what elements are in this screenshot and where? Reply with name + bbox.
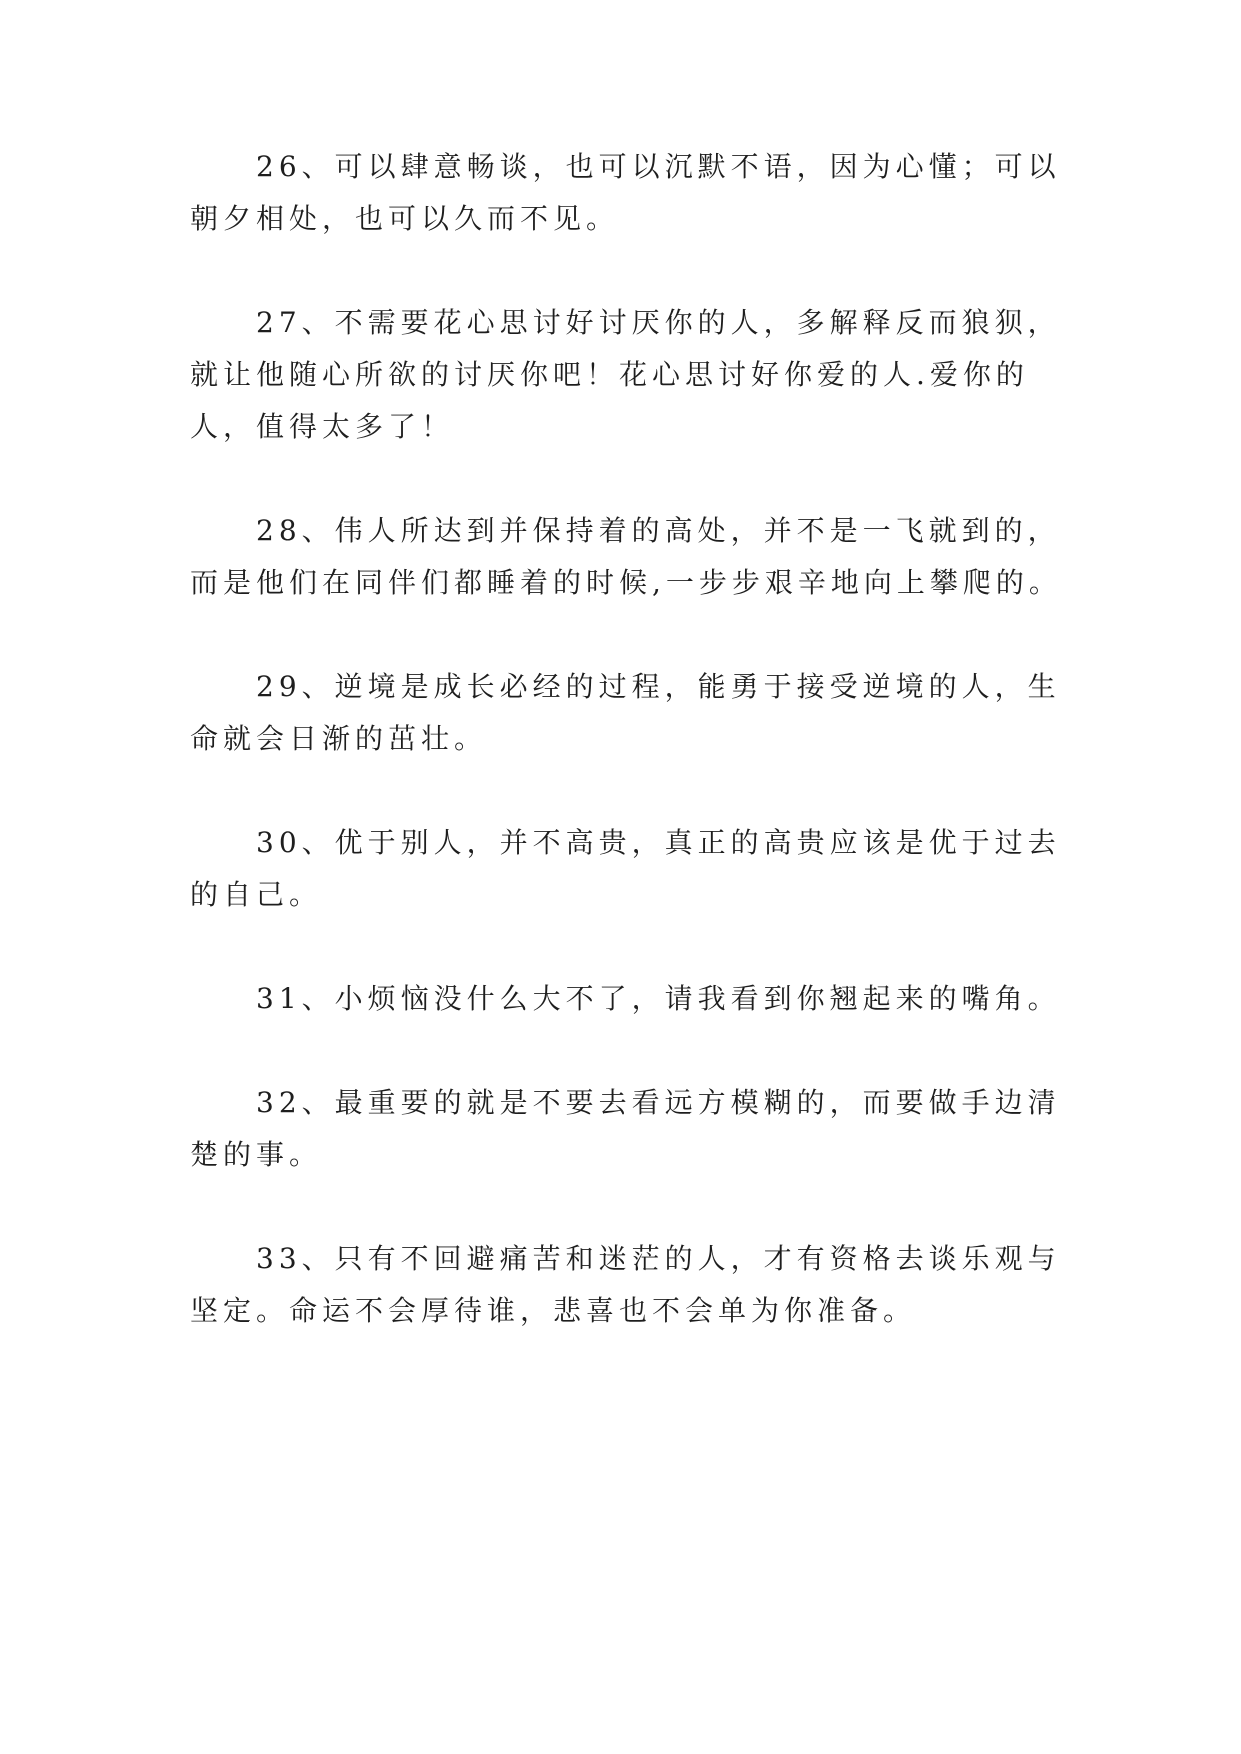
paragraph-26 <box>190 141 1090 245</box>
paragraph-line: 的自己。 <box>190 878 323 911</box>
paragraph-line: 30、优于别人，并不高贵，真正的高贵应该是优于过去 <box>256 826 1061 859</box>
paragraph-line: 人，值得太多了！ <box>190 410 455 443</box>
paragraph-31 <box>190 973 1090 1025</box>
paragraph-line: 楚的事。 <box>190 1138 323 1171</box>
paragraph-28 <box>190 505 1090 609</box>
paragraph-line: 就让他随心所欲的讨厌你吧！花心思讨好你爱的人.爱你的 <box>190 358 1029 391</box>
paragraph-line: 29、逆境是成长必经的过程，能勇于接受逆境的人，生 <box>256 670 1061 703</box>
paragraph-line: 而是他们在同伴们都睡着的时候,一步步艰辛地向上攀爬的。 <box>190 566 1062 599</box>
paragraph-27 <box>190 297 1090 453</box>
paragraph-line: 33、只有不回避痛苦和迷茫的人，才有资格去谈乐观与 <box>256 1242 1061 1275</box>
paragraph-line: 26、可以肆意畅谈，也可以沉默不语，因为心懂；可以 <box>256 150 1061 183</box>
paragraph-line: 命就会日渐的茁壮。 <box>190 722 488 755</box>
paragraph-line: 28、伟人所达到并保持着的高处，并不是一飞就到的， <box>256 514 1061 547</box>
paragraph-29 <box>190 661 1090 765</box>
paragraph-line: 朝夕相处，也可以久而不见。 <box>190 202 620 235</box>
document-body <box>190 141 1090 1389</box>
paragraph-33 <box>190 1233 1090 1337</box>
paragraph-line: 31、小烦恼没什么大不了，请我看到你翘起来的嘴角。 <box>256 982 1061 1015</box>
paragraph-line: 27、不需要花心思讨好讨厌你的人，多解释反而狼狈， <box>256 306 1061 339</box>
paragraph-line: 坚定。命运不会厚待谁，悲喜也不会单为你准备。 <box>190 1294 917 1327</box>
paragraph-30 <box>190 817 1090 921</box>
paragraph-line: 32、最重要的就是不要去看远方模糊的，而要做手边清 <box>256 1086 1061 1119</box>
paragraph-32 <box>190 1077 1090 1181</box>
